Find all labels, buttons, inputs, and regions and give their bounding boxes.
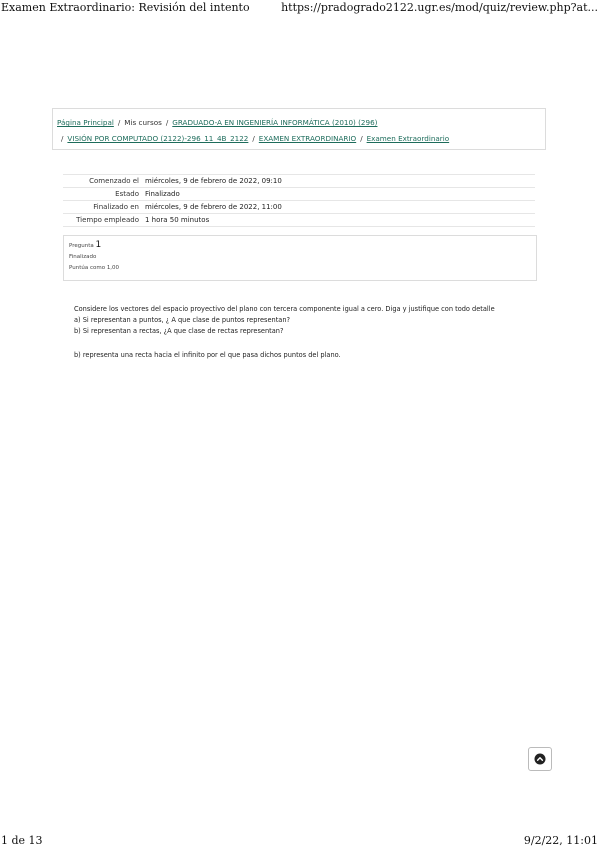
summary-value: miércoles, 9 de febrero de 2022, 11:00 xyxy=(145,203,282,211)
breadcrumb-line-2 xyxy=(57,131,541,147)
breadcrumb-separator: / xyxy=(165,118,169,127)
breadcrumb-link-degree[interactable]: GRADUADO-A EN INGENIERÍA INFORMÁTICA (2010) (296) xyxy=(172,118,378,127)
question-state: Finalizado xyxy=(69,254,97,260)
summary-value: Finalizado xyxy=(145,190,180,198)
question-number-label: Pregunta xyxy=(69,243,94,249)
breadcrumb-link-section[interactable]: EXAMEN EXTRAORDINARIO xyxy=(258,134,357,143)
question-number xyxy=(69,240,536,252)
breadcrumb-link-course[interactable]: VISIÓN POR COMPUTADO (2122)-296_11_4B_2122 xyxy=(67,134,249,143)
breadcrumb-link-home[interactable]: Página Principal xyxy=(57,118,114,127)
summary-label: Estado xyxy=(115,190,139,198)
print-header-url: https://pradogrado2122.ugr.es/mod/quiz/review.php?at... xyxy=(281,1,598,14)
answer-text: b) representa una recta hacia el infinito por el que pasa dichos puntos del plano. xyxy=(74,351,341,359)
print-header-title: Examen Extraordinario: Revisión del intento xyxy=(1,1,250,14)
summary-row-started xyxy=(63,175,535,188)
breadcrumb-separator: / xyxy=(117,118,121,127)
question-info-box xyxy=(63,235,537,281)
summary-row-completed xyxy=(63,201,535,214)
summary-value: 1 hora 50 minutos xyxy=(145,216,210,224)
back-to-top-button[interactable] xyxy=(528,747,552,771)
summary-label: Comenzado el xyxy=(89,177,139,185)
summary-value: miércoles, 9 de febrero de 2022, 09:10 xyxy=(145,177,282,185)
summary-label: Tiempo empleado xyxy=(76,216,139,224)
summary-row-time-taken xyxy=(63,214,535,227)
breadcrumb-separator: / xyxy=(252,134,255,143)
question-line: b) Si representan a rectas, ¿A que clase de rectas representan? xyxy=(74,327,284,335)
question-grade: Puntúa como 1,00 xyxy=(69,265,120,271)
breadcrumb-item-my-courses: Mis cursos xyxy=(124,118,162,127)
breadcrumb-link-quiz[interactable]: Examen Extraordinario xyxy=(366,134,450,143)
breadcrumb-separator: / xyxy=(360,134,363,143)
print-footer-page: 1 de 13 xyxy=(1,834,43,847)
question-line: Considere los vectores del espacio proyectivo del plano con tercera componente igual a cero. Diga y justifique con todo detalle xyxy=(74,305,495,313)
breadcrumb xyxy=(52,108,546,150)
summary-row-state xyxy=(63,188,535,201)
breadcrumb-line-1 xyxy=(57,115,541,131)
question-number-value: 1 xyxy=(95,240,102,250)
question-line: a) Si representan a puntos, ¿ A que clase de puntos representan? xyxy=(74,316,290,324)
attempt-summary-table xyxy=(63,174,535,227)
print-footer-date: 9/2/22, 11:01 xyxy=(523,834,598,847)
question-text xyxy=(74,304,536,361)
chevron-up-circle-icon xyxy=(534,753,546,765)
breadcrumb-separator: / xyxy=(61,134,64,143)
summary-label: Finalizado en xyxy=(93,203,139,211)
